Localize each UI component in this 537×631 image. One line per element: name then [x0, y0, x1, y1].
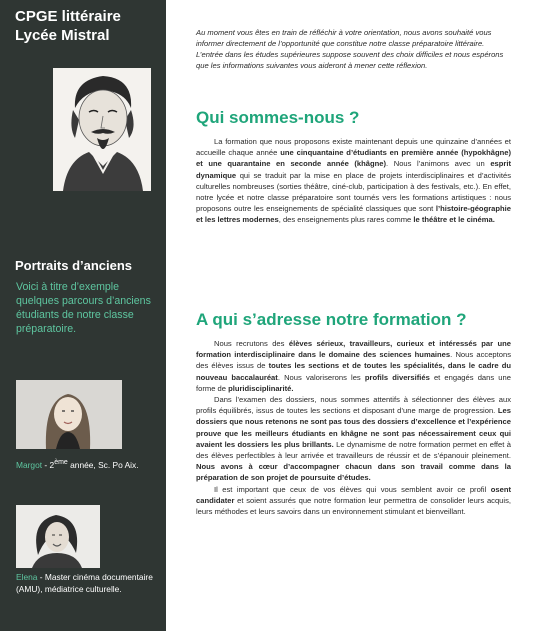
alumni-caption-elena [16, 571, 156, 595]
mistral-portrait-image [53, 68, 151, 191]
alumni-desc: Master cinéma documentaire (AMU), médiatrice culturelle. [16, 572, 153, 594]
alumni-name: Elena [16, 572, 38, 582]
paragraph [196, 484, 511, 518]
alumni-caption-margot [16, 457, 156, 471]
alumni-photo-margot [16, 380, 122, 449]
emphasis: le théâtre et le cinéma. [413, 215, 495, 225]
alumni-photo-elena [16, 505, 100, 568]
text-run: , des enseignements plus rares comme [278, 215, 414, 225]
school-name [15, 7, 121, 45]
section-title-a-qui-s-adresse: A qui s’adresse notre formation ? [196, 310, 467, 329]
section-body-a-qui-s-adresse [196, 338, 511, 517]
text-run: Nous recrutons des [214, 339, 289, 348]
text-run: et engagés dans une forme de [196, 372, 511, 393]
emphasis: profils diversifiés [364, 372, 430, 382]
caption-ordinal: 2 [49, 459, 55, 470]
emphasis: esprit dynamique [196, 159, 512, 180]
text-run: La formation que nous proposons existe maintenant depuis une quinzaine d’années et accueille chaque année [196, 137, 511, 158]
text-run: Le dynamisme de notre formation permet en effet à des élèves perfectibles à leur arrivée et travailleurs de réussir et de s’épanouir pleinement. [196, 439, 511, 461]
section-title-qui-sommes-nous: Qui sommes-nous ? [196, 108, 360, 127]
brand-line-1: CPGE littéraire [15, 8, 121, 25]
text-run: et soient assurés que notre formation leur permettra de consolider leurs acquis, leurs méthodes et leurs savoirs dans un environnement stimulant et bienveillant. [196, 495, 511, 517]
emphasis: osent candidater [196, 484, 511, 505]
paragraph [196, 394, 511, 484]
paragraph [196, 338, 511, 394]
caption-ordinal-suffix: ème [54, 459, 68, 466]
alumni-desc: année, Sc. Po Aix. [67, 459, 139, 470]
text-run: Dans l’examen des dossiers, nous sommes attentifs à sélectionner des élèves aux profils équilibrés, issus de toutes les sections et disposant d’une marge de progression. [196, 395, 511, 416]
text-run: qui se traduit par la mise en place de projets interdisciplinaires et d’activités culturelles nombreuses (sorties théâtre, ciné-club, participation à des festivals, etc.). En effet, notre lycée et notre classe préparatoire sont tournés vers les formations artistiques : nous proposons outre les enseignements de spécialité classiques que sont [196, 170, 511, 214]
intro-paragraph: Au moment vous êtes en train de réfléchir à votre orientation, nous avons souhaité vous informer directement de l’opportunité que constitue notre classe préparatoire littéraire. L’entrée dans les études supérieures suppose souvent des choix difficiles et nous espérons que les informations suivantes vous aideront à mener cette réflexion. [196, 28, 504, 70]
emphasis: Les dossiers que nous retenons ne sont pas tous des dossiers d’excellence et l’expérience prouve que les meilleurs étudiants en khâgne ne sont pas nécessairement ceux qui avaient les dossiers les plus brillants. [196, 406, 511, 449]
text-run: . Nous acceptons des élèves issus de [196, 350, 511, 371]
text-run: Il est important que ceux de vos élèves qui vous semblent avoir ce profil [214, 484, 491, 494]
text-run: . Nous valoriserons les [277, 372, 365, 382]
portraits-title: Portraits d’anciens [15, 258, 133, 273]
brand-line-2: Lycée Mistral [15, 27, 110, 44]
caption-separator: - [42, 459, 50, 470]
emphasis: Nous avons à cœur d’accompagner chacun dans son travail comme dans la préparation de son projet de poursuite d’études. [196, 462, 511, 483]
emphasis: élèves sérieux, travailleurs, curieux et intéressés par une formation interdisciplinaire dans le domaine des sciences humaines [196, 339, 511, 360]
alumni-name: Margot [16, 459, 43, 470]
text-run: . Nous l’animons avec un [386, 159, 491, 169]
caption-separator: - [37, 572, 45, 582]
section-body-qui-sommes-nous [196, 136, 511, 226]
paragraph [196, 136, 511, 226]
emphasis: une cinquantaine d’étudiants en première année (hypokhâgne) et une quarantaine en seconde année (khâgne) [196, 148, 511, 169]
emphasis: pluridisciplinarité. [228, 383, 294, 393]
emphasis: l’histoire-géographie et les lettres modernes [196, 204, 511, 225]
emphasis: toutes les sections et de toutes les spécialités, dans le cadre du nouveau baccalauréat [196, 361, 511, 382]
portraits-intro: Voici à titre d’exemple quelques parcours d’anciens étudiants de notre classe préparatoire. [16, 281, 151, 335]
sidebar [0, 0, 166, 631]
